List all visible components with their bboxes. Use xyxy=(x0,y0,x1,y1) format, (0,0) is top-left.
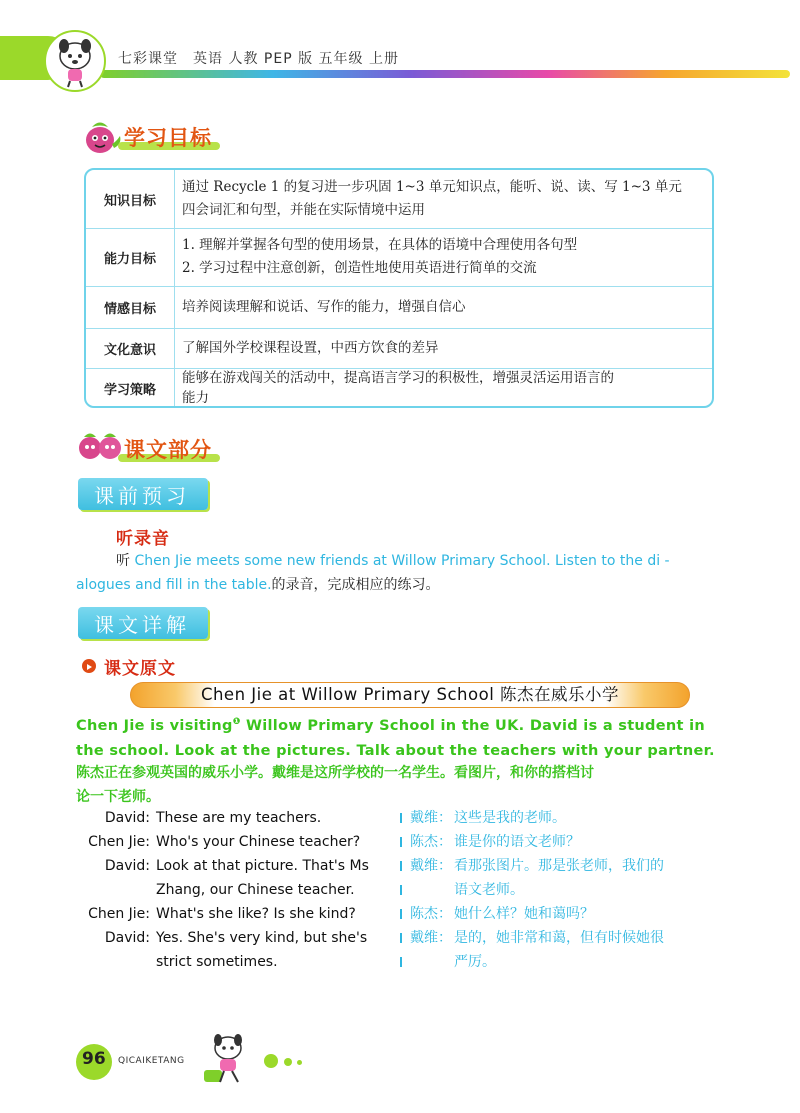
preview-line-1 xyxy=(116,549,726,573)
cn-line: 语文老师。 xyxy=(454,882,524,898)
intro-en-1b: Willow Primary School in the UK. David is a student in xyxy=(240,717,705,734)
goals-section-title: 学习目标 xyxy=(124,126,212,150)
header-rainbow-line xyxy=(100,70,790,78)
dialogue-line: strict sometimes. xyxy=(156,954,278,970)
footer-dot-medium xyxy=(284,1058,292,1066)
footer-mascot-icon xyxy=(198,1030,258,1086)
footnote-marker[interactable]: ❶ xyxy=(232,717,241,727)
dialogue-line: Yes. She's very kind, but she's xyxy=(156,930,368,946)
listen-heading: 听录音 xyxy=(116,529,170,549)
footer-dot-large xyxy=(264,1054,278,1068)
cn-speaker: 戴维： xyxy=(410,858,452,874)
header-breadcrumb: 七彩课堂 英语 人教 PEP 版 五年级 上册 xyxy=(118,51,399,67)
goal-line: 通过 Recycle 1 的复习进一步巩固 1~3 单元知识点，能听、说、读、写 1~3 单元 xyxy=(182,179,682,195)
cn-line: 是的，她非常和蔼，但有时候她很 xyxy=(454,930,664,946)
goal-line: 四会词汇和句型，并能在实际情境中运用 xyxy=(182,202,425,218)
goal-line: 能力 xyxy=(182,390,209,406)
lesson-title: Chen Jie at Willow Primary School 陈杰在威乐小学 xyxy=(200,685,620,704)
speaker: Chen Jie: xyxy=(88,834,150,850)
cn-speaker: 戴维： xyxy=(410,810,452,826)
goal-content xyxy=(182,228,704,286)
goal-line: 培养阅读理解和说话、写作的能力，增强自信心 xyxy=(182,298,466,315)
goal-label: 情感目标 xyxy=(86,286,175,328)
speaker: David: xyxy=(104,858,150,874)
cn-line: 严厉。 xyxy=(454,954,496,970)
cn-line: 看那张图片。那是张老师，我们的 xyxy=(454,858,664,874)
preview-prefix: 听 xyxy=(116,553,130,569)
goal-content xyxy=(182,170,704,228)
cn-speaker: 戴维： xyxy=(410,930,452,946)
goal-row xyxy=(86,368,712,408)
intro-en-2: the school. Look at the pictures. Talk about the teachers with your partner. xyxy=(76,742,715,759)
bullet-icon xyxy=(82,659,96,673)
cn-line: 这些是我的老师。 xyxy=(454,810,566,826)
cn-line: 谁是你的语文老师？ xyxy=(454,834,580,850)
dialogue-line: Who's your Chinese teacher? xyxy=(156,834,361,850)
goal-row xyxy=(86,170,712,229)
preview-suffix: 的录音，完成相应的练习。 xyxy=(271,577,440,593)
goal-label: 学习策略 xyxy=(86,368,175,408)
goal-line: 1. 理解并掌握各句型的使用场景，在具体的语境中合理使用各句型 xyxy=(182,237,578,253)
footer-dot-small xyxy=(297,1060,302,1065)
dialogue-line: These are my teachers. xyxy=(156,810,322,826)
dialogue-line: What's she like? Is she kind? xyxy=(156,906,356,922)
goal-row xyxy=(86,328,712,369)
intro-en-1: Chen Jie is visiting xyxy=(76,717,233,734)
speaker: David: xyxy=(104,810,150,826)
speaker: Chen Jie: xyxy=(88,906,150,922)
footer-brand: QICAIKETANG xyxy=(118,1056,185,1066)
dialogue-line: Zhang, our Chinese teacher. xyxy=(156,882,355,898)
goal-line: 能够在游戏闯关的活动中，提高语言学习的积极性，增强灵活运用语言的 xyxy=(182,370,614,386)
berry-pair-icon xyxy=(76,428,116,462)
berry-mascot-icon xyxy=(78,118,118,152)
dialogue-chinese xyxy=(0,806,800,976)
preview-line-2 xyxy=(76,573,726,597)
goal-line: 了解国外学校课程设置，中西方饮食的差异 xyxy=(182,339,439,356)
goal-line: 2. 学习过程中注意创新，创造性地使用英语进行简单的交流 xyxy=(182,260,537,276)
cn-speaker: 陈杰： xyxy=(410,834,452,850)
cn-speaker: 陈杰： xyxy=(410,906,452,922)
goals-table xyxy=(84,168,714,408)
detail-banner: 课文详解 xyxy=(78,607,208,639)
goal-row xyxy=(86,286,712,329)
speaker: David: xyxy=(104,930,150,946)
goal-content xyxy=(182,368,704,408)
intro-english xyxy=(76,710,726,764)
text-section-title: 课文部分 xyxy=(124,438,212,462)
preview-banner: 课前预习 xyxy=(78,478,208,510)
page-number: 96 xyxy=(82,1049,106,1069)
goal-content xyxy=(182,286,704,328)
dialogue-line: Look at that picture. That's Ms xyxy=(156,858,369,874)
preview-en-1: Chen Jie meets some new friends at Willow Primary School. Listen to the di - xyxy=(134,553,670,569)
intro-cn-1: 陈杰正在参观英国的威乐小学。戴维是这所学校的一名学生。看图片，和你的搭档讨 xyxy=(76,765,594,781)
goal-content xyxy=(182,328,704,368)
goal-label: 文化意识 xyxy=(86,328,175,368)
header-mascot-icon xyxy=(44,30,106,92)
intro-chinese xyxy=(76,761,726,809)
original-text-heading: 课文原文 xyxy=(104,659,176,679)
cn-line: 她什么样？她和蔼吗？ xyxy=(454,906,594,922)
goal-label: 知识目标 xyxy=(86,170,175,228)
intro-cn-2: 论一下老师。 xyxy=(76,789,160,805)
preview-en-2: alogues and fill in the table. xyxy=(76,577,272,593)
goal-row xyxy=(86,228,712,287)
goal-label: 能力目标 xyxy=(86,228,175,286)
